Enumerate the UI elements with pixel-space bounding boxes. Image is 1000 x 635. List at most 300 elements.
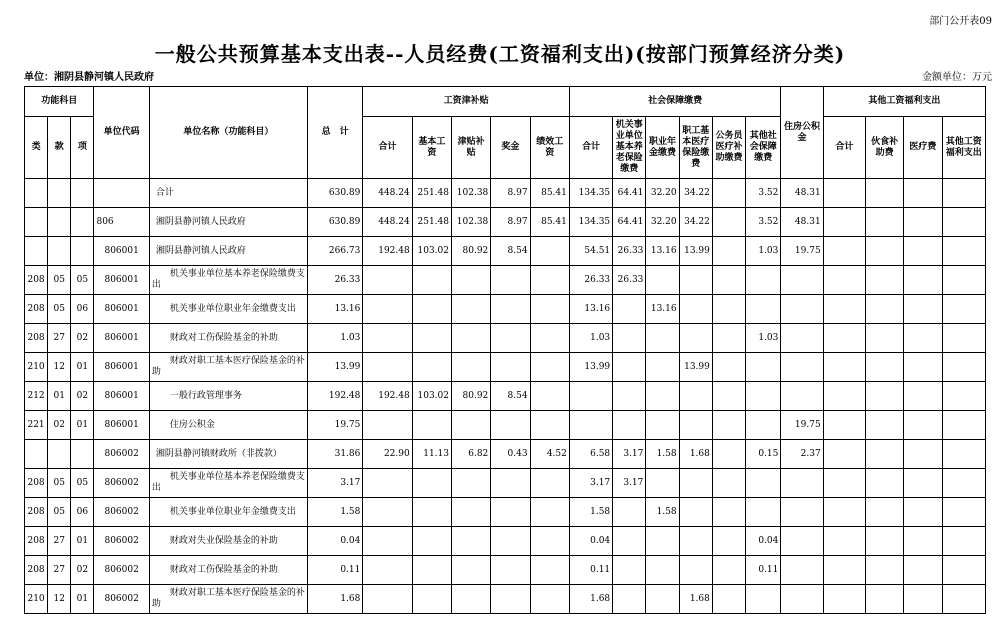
unit-code-header: 单位代码: [94, 87, 149, 179]
ss-total-cell: 134.35: [569, 208, 612, 237]
o-other-cell: [942, 527, 985, 556]
unit-code-cell: 806001: [94, 382, 149, 411]
table-row: [25, 527, 986, 556]
s-bonus-cell: 8.97: [491, 179, 530, 208]
o-med-cell: [904, 179, 942, 208]
o-med-cell: [904, 411, 942, 440]
s-allow-cell: 80.92: [452, 382, 491, 411]
kuan-header: 款: [48, 117, 71, 179]
housing-cell: [781, 353, 823, 382]
func-subject-header: 功能科目: [25, 87, 94, 117]
s-perf-cell: [530, 382, 569, 411]
s-base-cell: 103.02: [412, 382, 451, 411]
s-bonus-cell: [491, 527, 530, 556]
ss-other-cell: [746, 498, 781, 527]
social-medical-header: 职工基本医疗保险缴费: [679, 117, 712, 179]
ss-other-cell: 0.11: [746, 556, 781, 585]
unit-code-cell: 806002: [94, 585, 149, 614]
ss-pension-cell: 26.33: [613, 266, 646, 295]
o-med-cell: [904, 382, 942, 411]
s-allow-cell: [452, 469, 491, 498]
s-base-cell: [412, 585, 451, 614]
s-perf-cell: [530, 527, 569, 556]
ss-medical-cell: [679, 295, 712, 324]
lei-cell: [25, 237, 48, 266]
ss-annuity-cell: 32.20: [646, 179, 679, 208]
table-row: [25, 556, 986, 585]
total-cell: 13.16: [307, 295, 362, 324]
ss-civil-cell: [712, 324, 745, 353]
ss-other-cell: [746, 382, 781, 411]
total-cell: 31.86: [307, 440, 362, 469]
lei-cell: 210: [25, 585, 48, 614]
housing-cell: [781, 324, 823, 353]
s-bonus-cell: [491, 556, 530, 585]
total-cell: 0.11: [307, 556, 362, 585]
ss-medical-cell: 34.22: [679, 208, 712, 237]
ss-pension-cell: [613, 324, 646, 353]
s-total-cell: [363, 527, 412, 556]
s-bonus-cell: [491, 295, 530, 324]
s-allow-cell: [452, 527, 491, 556]
s-total-cell: [363, 353, 412, 382]
s-allow-cell: [452, 266, 491, 295]
unit-name-cell: 湘阴县静河镇人民政府: [149, 237, 307, 266]
ss-total-cell: 3.17: [569, 469, 612, 498]
s-bonus-cell: [491, 324, 530, 353]
o-med-cell: [904, 237, 942, 266]
o-total-cell: [823, 353, 865, 382]
unit-name-cell: 财政对工伤保险基金的补助: [149, 556, 307, 585]
salary-base-header: 基本工资: [412, 117, 451, 179]
lei-cell: [25, 208, 48, 237]
table-row: [25, 295, 986, 324]
unit-code-cell: 806002: [94, 498, 149, 527]
ss-civil-cell: [712, 411, 745, 440]
o-total-cell: [823, 469, 865, 498]
o-med-cell: [904, 208, 942, 237]
s-base-cell: [412, 295, 451, 324]
s-base-cell: [412, 469, 451, 498]
kuan-cell: 12: [48, 585, 71, 614]
s-perf-cell: [530, 266, 569, 295]
ss-pension-cell: 3.17: [613, 469, 646, 498]
xiang-cell: 01: [71, 411, 94, 440]
ss-total-cell: 0.11: [569, 556, 612, 585]
housing-cell: 48.31: [781, 208, 823, 237]
ss-civil-cell: [712, 266, 745, 295]
other-meal-header: 伙食补助费: [865, 117, 903, 179]
xiang-cell: [71, 440, 94, 469]
o-meal-cell: [865, 237, 903, 266]
ss-other-cell: [746, 266, 781, 295]
o-other-cell: [942, 324, 985, 353]
ss-pension-cell: [613, 382, 646, 411]
unit-code-cell: 806002: [94, 556, 149, 585]
lei-cell: 208: [25, 527, 48, 556]
s-bonus-cell: [491, 353, 530, 382]
total-cell: 1.68: [307, 585, 362, 614]
housing-cell: 19.75: [781, 237, 823, 266]
table-row: [25, 498, 986, 527]
kuan-cell: 27: [48, 556, 71, 585]
s-perf-cell: [530, 498, 569, 527]
s-bonus-cell: 8.54: [491, 237, 530, 266]
total-header: 总 计: [307, 87, 362, 179]
unit-name-cell: 财政对职工基本医疗保险基金的补助: [149, 585, 307, 614]
ss-medical-cell: 13.99: [679, 353, 712, 382]
kuan-cell: 05: [48, 266, 71, 295]
o-total-cell: [823, 411, 865, 440]
table-row: [25, 179, 986, 208]
s-total-cell: [363, 266, 412, 295]
unit-code-cell: 806001: [94, 324, 149, 353]
ss-civil-cell: [712, 179, 745, 208]
ss-annuity-cell: [646, 585, 679, 614]
o-other-cell: [942, 353, 985, 382]
page-title: 一般公共预算基本支出表--人员经费(工资福利支出)(按部门预算经济分类): [154, 42, 846, 66]
s-allow-cell: [452, 556, 491, 585]
ss-total-cell: 0.04: [569, 527, 612, 556]
s-perf-cell: [530, 237, 569, 266]
ss-civil-cell: [712, 237, 745, 266]
ss-medical-cell: [679, 527, 712, 556]
unit-name-cell: 财政对职工基本医疗保险基金的补助: [149, 353, 307, 382]
ss-other-cell: 0.15: [746, 440, 781, 469]
o-med-cell: [904, 585, 942, 614]
housing-cell: [781, 469, 823, 498]
o-meal-cell: [865, 266, 903, 295]
ss-medical-cell: 13.99: [679, 237, 712, 266]
o-total-cell: [823, 556, 865, 585]
ss-civil-cell: [712, 353, 745, 382]
xiang-cell: [71, 208, 94, 237]
ss-other-cell: 0.04: [746, 527, 781, 556]
unit-name-cell: 湘阴县静河镇人民政府: [149, 208, 307, 237]
ss-annuity-cell: 13.16: [646, 237, 679, 266]
s-total-cell: 192.48: [363, 382, 412, 411]
s-allow-cell: [452, 498, 491, 527]
other-group-header: 其他工资福利支出: [823, 87, 985, 117]
table-row: [25, 208, 986, 237]
table-row: [25, 353, 986, 382]
ss-civil-cell: [712, 440, 745, 469]
o-med-cell: [904, 440, 942, 469]
s-total-cell: [363, 411, 412, 440]
table-number-tag: 部门公开表09: [929, 16, 992, 27]
unit-name-header: 单位名称（功能科目）: [149, 87, 307, 179]
ss-medical-cell: [679, 324, 712, 353]
housing-cell: [781, 527, 823, 556]
total-cell: 630.89: [307, 208, 362, 237]
s-base-cell: [412, 411, 451, 440]
ss-medical-cell: 1.68: [679, 440, 712, 469]
s-base-cell: 103.02: [412, 237, 451, 266]
s-perf-cell: [530, 295, 569, 324]
unit-name-cell: 机关事业单位基本养老保险缴费支出: [149, 266, 307, 295]
o-other-cell: [942, 266, 985, 295]
s-bonus-cell: [491, 266, 530, 295]
budget-table: [24, 86, 986, 614]
o-other-cell: [942, 440, 985, 469]
lei-cell: 212: [25, 382, 48, 411]
xiang-cell: [71, 179, 94, 208]
s-base-cell: 251.48: [412, 208, 451, 237]
ss-other-cell: [746, 585, 781, 614]
ss-pension-cell: [613, 498, 646, 527]
s-base-cell: [412, 324, 451, 353]
o-other-cell: [942, 498, 985, 527]
o-meal-cell: [865, 411, 903, 440]
total-cell: 26.33: [307, 266, 362, 295]
unit-name-cell: 机关事业单位基本养老保险缴费支出: [149, 469, 307, 498]
o-meal-cell: [865, 324, 903, 353]
o-med-cell: [904, 295, 942, 324]
o-other-cell: [942, 411, 985, 440]
salary-bonus-header: 奖金: [491, 117, 530, 179]
s-base-cell: 251.48: [412, 179, 451, 208]
unit-name-cell: 住房公积金: [149, 411, 307, 440]
ss-pension-cell: [613, 295, 646, 324]
ss-other-cell: [746, 411, 781, 440]
o-meal-cell: [865, 179, 903, 208]
table-body: [25, 179, 986, 614]
o-meal-cell: [865, 556, 903, 585]
xiang-cell: 02: [71, 324, 94, 353]
s-perf-cell: [530, 353, 569, 382]
s-allow-cell: 102.38: [452, 179, 491, 208]
xiang-cell: 05: [71, 266, 94, 295]
s-base-cell: [412, 266, 451, 295]
o-other-cell: [942, 382, 985, 411]
salary-performance-header: 绩效工资: [530, 117, 569, 179]
kuan-cell: 01: [48, 382, 71, 411]
salary-allowance-header: 津贴补贴: [452, 117, 491, 179]
ss-annuity-cell: [646, 556, 679, 585]
ss-total-cell: 1.58: [569, 498, 612, 527]
ss-civil-cell: [712, 527, 745, 556]
ss-medical-cell: [679, 469, 712, 498]
unit-code-cell: 806001: [94, 353, 149, 382]
social-pension-header: 机关事业单位基本养老保险缴费: [613, 117, 646, 179]
ss-pension-cell: 64.41: [613, 208, 646, 237]
xiang-cell: 01: [71, 353, 94, 382]
lei-cell: [25, 440, 48, 469]
total-cell: 1.58: [307, 498, 362, 527]
lei-cell: 208: [25, 266, 48, 295]
housing-cell: 2.37: [781, 440, 823, 469]
kuan-cell: 27: [48, 324, 71, 353]
other-medical-header: 医疗费: [904, 117, 942, 179]
unit-code-cell: 806: [94, 208, 149, 237]
ss-civil-cell: [712, 498, 745, 527]
s-total-cell: [363, 585, 412, 614]
o-total-cell: [823, 295, 865, 324]
total-cell: 3.17: [307, 469, 362, 498]
s-allow-cell: [452, 295, 491, 324]
o-meal-cell: [865, 382, 903, 411]
xiang-cell: [71, 237, 94, 266]
total-cell: 0.04: [307, 527, 362, 556]
total-cell: 630.89: [307, 179, 362, 208]
o-med-cell: [904, 469, 942, 498]
ss-pension-cell: [613, 585, 646, 614]
s-perf-cell: [530, 556, 569, 585]
o-med-cell: [904, 353, 942, 382]
xiang-cell: 01: [71, 585, 94, 614]
ss-annuity-cell: 1.58: [646, 498, 679, 527]
o-med-cell: [904, 527, 942, 556]
table-row: [25, 585, 986, 614]
o-other-cell: [942, 585, 985, 614]
unit-code-cell: 806001: [94, 411, 149, 440]
ss-total-cell: [569, 382, 612, 411]
s-total-cell: 448.24: [363, 208, 412, 237]
kuan-cell: 12: [48, 353, 71, 382]
table-row: [25, 469, 986, 498]
social-group-header: 社会保障缴费: [569, 87, 781, 117]
table-row: [25, 382, 986, 411]
ss-civil-cell: [712, 585, 745, 614]
other-total-header: 合计: [823, 117, 865, 179]
table-row: [25, 237, 986, 266]
s-total-cell: [363, 295, 412, 324]
housing-header: 住房公积金: [781, 87, 823, 179]
ss-medical-cell: [679, 266, 712, 295]
o-med-cell: [904, 498, 942, 527]
o-total-cell: [823, 498, 865, 527]
o-meal-cell: [865, 498, 903, 527]
o-total-cell: [823, 237, 865, 266]
ss-pension-cell: [613, 556, 646, 585]
ss-annuity-cell: [646, 266, 679, 295]
ss-annuity-cell: [646, 411, 679, 440]
unit-code-cell: 806002: [94, 527, 149, 556]
xiang-cell: 02: [71, 382, 94, 411]
o-other-cell: [942, 208, 985, 237]
s-allow-cell: 6.82: [452, 440, 491, 469]
o-total-cell: [823, 585, 865, 614]
unit-code-cell: 806002: [94, 469, 149, 498]
ss-other-cell: 3.52: [746, 208, 781, 237]
s-base-cell: [412, 498, 451, 527]
s-total-cell: 448.24: [363, 179, 412, 208]
o-meal-cell: [865, 208, 903, 237]
kuan-cell: 05: [48, 498, 71, 527]
o-total-cell: [823, 179, 865, 208]
lei-cell: 208: [25, 469, 48, 498]
s-perf-cell: 85.41: [530, 208, 569, 237]
ss-annuity-cell: 13.16: [646, 295, 679, 324]
unit-name-cell: 一般行政管理事务: [149, 382, 307, 411]
ss-other-cell: 1.03: [746, 324, 781, 353]
xiang-cell: 05: [71, 469, 94, 498]
s-total-cell: 22.90: [363, 440, 412, 469]
ss-medical-cell: [679, 411, 712, 440]
salary-group-header: 工资津补贴: [363, 87, 569, 117]
o-other-cell: [942, 556, 985, 585]
o-meal-cell: [865, 527, 903, 556]
other-welfare-header: 其他工资福利支出: [942, 117, 985, 179]
total-cell: 19.75: [307, 411, 362, 440]
lei-cell: [25, 179, 48, 208]
table-row: [25, 266, 986, 295]
s-base-cell: [412, 556, 451, 585]
kuan-cell: 02: [48, 411, 71, 440]
unit-code-cell: 806001: [94, 237, 149, 266]
s-bonus-cell: 8.97: [491, 208, 530, 237]
social-other-header: 其他社会保障缴费: [746, 117, 781, 179]
kuan-cell: [48, 440, 71, 469]
kuan-cell: [48, 179, 71, 208]
s-allow-cell: [452, 585, 491, 614]
o-meal-cell: [865, 469, 903, 498]
social-civil-header: 公务员医疗补助缴费: [712, 117, 745, 179]
total-cell: 192.48: [307, 382, 362, 411]
s-total-cell: 192.48: [363, 237, 412, 266]
unit-code-cell: 806001: [94, 266, 149, 295]
ss-total-cell: 54.51: [569, 237, 612, 266]
ss-other-cell: [746, 295, 781, 324]
s-perf-cell: [530, 585, 569, 614]
s-perf-cell: 85.41: [530, 179, 569, 208]
o-med-cell: [904, 266, 942, 295]
ss-annuity-cell: 1.58: [646, 440, 679, 469]
s-allow-cell: [452, 353, 491, 382]
unit-code-cell: 806002: [94, 440, 149, 469]
unit-code-cell: 806001: [94, 295, 149, 324]
ss-other-cell: [746, 353, 781, 382]
o-total-cell: [823, 382, 865, 411]
ss-medical-cell: [679, 382, 712, 411]
total-cell: 266.73: [307, 237, 362, 266]
ss-medical-cell: [679, 498, 712, 527]
o-med-cell: [904, 556, 942, 585]
s-allow-cell: [452, 411, 491, 440]
kuan-cell: 27: [48, 527, 71, 556]
unit-name-cell: 机关事业单位职业年金缴费支出: [149, 295, 307, 324]
kuan-cell: [48, 237, 71, 266]
ss-other-cell: 3.52: [746, 179, 781, 208]
social-annuity-header: 职业年金缴费: [646, 117, 679, 179]
lei-cell: 208: [25, 498, 48, 527]
ss-total-cell: 13.16: [569, 295, 612, 324]
s-allow-cell: 80.92: [452, 237, 491, 266]
xiang-cell: 02: [71, 556, 94, 585]
s-bonus-cell: [491, 411, 530, 440]
ss-civil-cell: [712, 295, 745, 324]
lei-cell: 221: [25, 411, 48, 440]
o-meal-cell: [865, 295, 903, 324]
ss-civil-cell: [712, 469, 745, 498]
ss-civil-cell: [712, 382, 745, 411]
xiang-header: 项: [71, 117, 94, 179]
table-row: [25, 440, 986, 469]
o-meal-cell: [865, 585, 903, 614]
s-allow-cell: [452, 324, 491, 353]
ss-annuity-cell: 32.20: [646, 208, 679, 237]
housing-cell: [781, 556, 823, 585]
social-total-header: 合计: [569, 117, 612, 179]
amount-unit: 金额单位：万元: [922, 72, 992, 83]
s-total-cell: [363, 324, 412, 353]
s-allow-cell: 102.38: [452, 208, 491, 237]
lei-cell: 208: [25, 295, 48, 324]
lei-cell: 208: [25, 324, 48, 353]
s-bonus-cell: 8.54: [491, 382, 530, 411]
s-base-cell: [412, 353, 451, 382]
o-total-cell: [823, 266, 865, 295]
